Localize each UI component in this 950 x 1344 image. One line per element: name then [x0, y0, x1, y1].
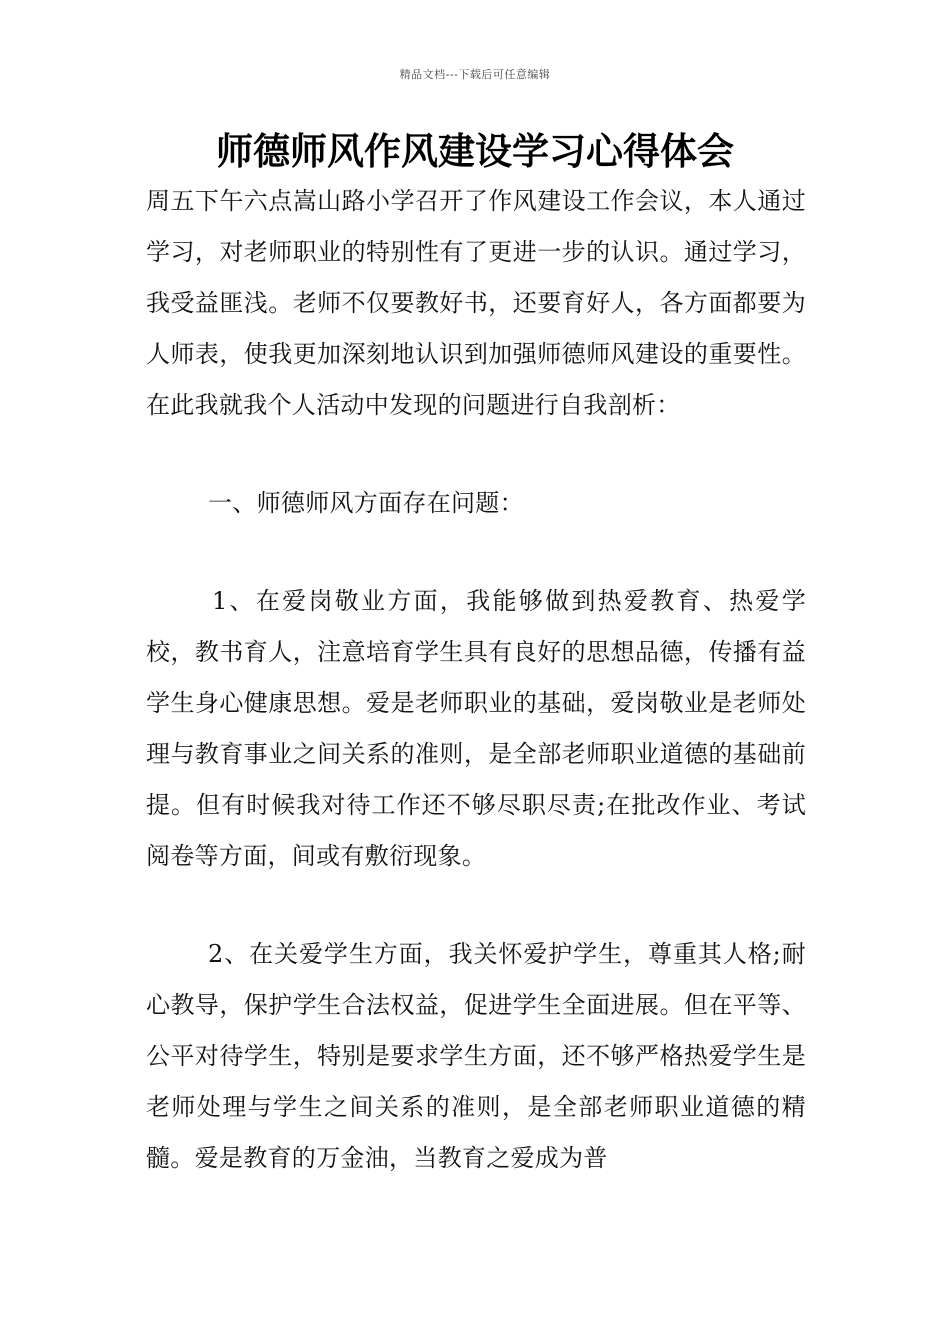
- paragraph-spacer: [146, 431, 806, 478]
- point-2-paragraph: 2、在关爱学生方面，我关怀爱护学生，尊重其人格;耐心教导，保护学生合法权益，促进学生全面进展。但在平等、公平对待学生，特别是要求学生方面，还不够严格热爱学生是老师处理与学生之间关系的准则，是全部老师职业道德的精髓。爱是教育的万金油，当教育之爱成为普: [146, 940, 806, 1172]
- paragraph-spacer: [146, 529, 806, 576]
- point-1-paragraph: 1、在爱岗敬业方面，我能够做到热爱教育、热爱学校，教书育人，注意培育学生具有良好的思想品德，传播有益学生身心健康思想。爱是老师职业的基础，爱岗敬业是老师处理与教育事业之间关系的准则，是全部老师职业道德的基础前提。但有时候我对待工作还不够尽职尽责;在批改作业、考试阅卷等方面，间或有敷衍现象。: [146, 587, 806, 870]
- document-title: 师德师风作风建设学习心得体会: [216, 130, 734, 173]
- document-body: [146, 176, 806, 1184]
- paragraph-spacer: [146, 882, 806, 929]
- intro-paragraph: 周五下午六点嵩山路小学召开了作风建设工作会议，本人通过学习，对老师职业的特别性有了更进一步的认识。通过学习，我受益匪浅。老师不仅要教好书，还要育好人，各方面都要为人师表，使我更加深刻地认识到加强师德师风建设的重要性。在此我就我个人活动中发现的问题进行自我剖析：: [146, 187, 806, 419]
- section-heading: 一、师德师风方面存在问题：: [208, 489, 524, 517]
- header-note: 精品文档---下载后可任意编辑: [399, 68, 551, 81]
